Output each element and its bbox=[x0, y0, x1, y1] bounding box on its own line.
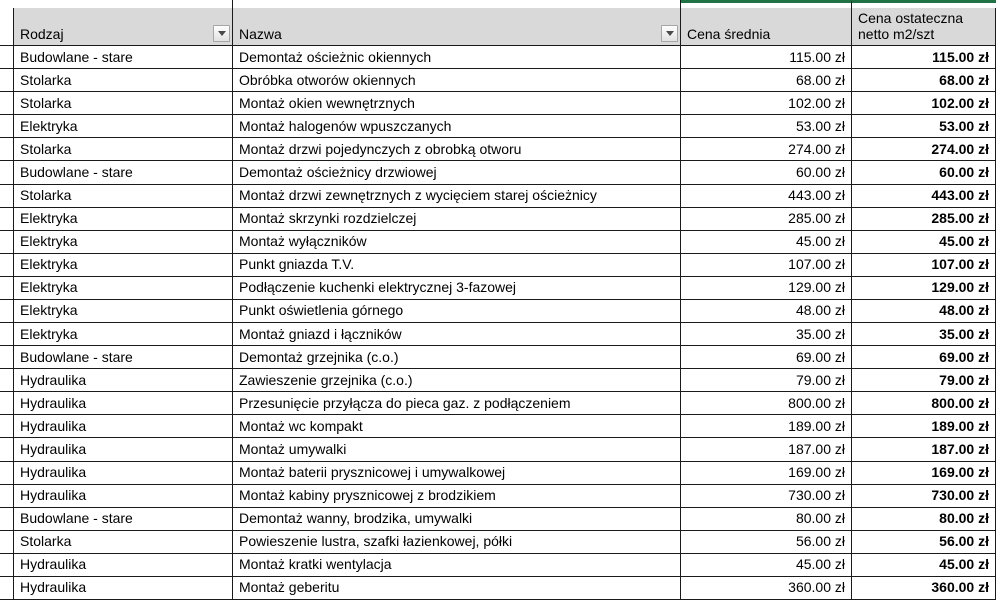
header-cell-rodzaj[interactable] bbox=[14, 8, 233, 46]
cell-text-rodzaj: Stolarka bbox=[20, 140, 72, 157]
row-stub-cell[interactable] bbox=[0, 462, 14, 485]
cell-cena-srednia[interactable] bbox=[681, 208, 852, 231]
cell-text-cena-ostateczna: 102.00 zł bbox=[931, 94, 989, 111]
row-stub-cell[interactable] bbox=[0, 300, 14, 323]
cell-text-nazwa: Montaż drzwi pojedynczych z obrobką otworu bbox=[239, 140, 522, 157]
cell-cena-ostateczna[interactable] bbox=[852, 231, 996, 254]
cell-cena-ostateczna[interactable] bbox=[852, 300, 996, 323]
cell-text-rodzaj: Budowlane - stare bbox=[20, 48, 133, 65]
cell-nazwa[interactable] bbox=[233, 92, 681, 115]
cell-text-nazwa: Obróbka otworów okiennych bbox=[239, 71, 416, 88]
table-row bbox=[0, 208, 996, 231]
table-row bbox=[0, 485, 996, 508]
cell-text-nazwa: Montaż wyłączników bbox=[239, 233, 367, 250]
cell-cena-srednia[interactable] bbox=[681, 231, 852, 254]
cell-cena-srednia[interactable] bbox=[681, 438, 852, 461]
cell-nazwa[interactable] bbox=[233, 392, 681, 415]
cell-text-cena-srednia: 56.00 zł bbox=[795, 533, 845, 550]
cell-cena-srednia[interactable] bbox=[681, 554, 852, 577]
cell-text-cena-ostateczna: 69.00 zł bbox=[939, 348, 989, 365]
cell-text-nazwa: Montaż halogenów wpuszczanych bbox=[239, 117, 452, 134]
cell-cena-ostateczna[interactable] bbox=[852, 462, 996, 485]
cell-nazwa[interactable] bbox=[233, 185, 681, 208]
row-stub-cell[interactable] bbox=[0, 415, 14, 438]
cell-cena-srednia[interactable] bbox=[681, 531, 852, 554]
cell-text-cena-ostateczna: 189.00 zł bbox=[931, 417, 989, 434]
table-row bbox=[0, 438, 996, 461]
cell-cena-srednia[interactable] bbox=[681, 115, 852, 138]
cell-text-cena-ostateczna: 48.00 zł bbox=[939, 302, 989, 319]
cell-nazwa[interactable] bbox=[233, 462, 681, 485]
cell-cena-ostateczna[interactable] bbox=[852, 208, 996, 231]
cell-cena-ostateczna[interactable] bbox=[852, 69, 996, 92]
filter-button-rodzaj[interactable] bbox=[213, 25, 230, 42]
cell-rodzaj[interactable] bbox=[14, 392, 233, 415]
cell-rodzaj[interactable] bbox=[14, 161, 233, 184]
cell-nazwa[interactable] bbox=[233, 46, 681, 69]
cell-text-rodzaj: Elektryka bbox=[20, 256, 78, 273]
cell-text-cena-ostateczna: 68.00 zł bbox=[939, 71, 989, 88]
cell-cena-ostateczna[interactable] bbox=[852, 531, 996, 554]
cell-text-cena-ostateczna: 274.00 zł bbox=[931, 140, 989, 157]
table-row bbox=[0, 277, 996, 300]
cell-cena-ostateczna[interactable] bbox=[852, 92, 996, 115]
cell-cena-srednia[interactable] bbox=[681, 46, 852, 69]
header-cell-cena-ostateczna[interactable] bbox=[852, 8, 996, 46]
cell-text-nazwa: Montaż skrzynki rozdzielczej bbox=[239, 210, 417, 227]
cell-text-nazwa: Montaż kratki wentylacja bbox=[239, 556, 392, 573]
cell-rodzaj[interactable] bbox=[14, 369, 233, 392]
cell-nazwa[interactable] bbox=[233, 485, 681, 508]
cell-text-cena-srednia: 53.00 zł bbox=[795, 117, 845, 134]
cell-cena-ostateczna[interactable] bbox=[852, 138, 996, 161]
cell-cena-srednia[interactable] bbox=[681, 415, 852, 438]
table-row bbox=[0, 577, 996, 600]
cell-text-rodzaj: Budowlane - stare bbox=[20, 163, 133, 180]
cell-text-rodzaj: Elektryka bbox=[20, 233, 78, 250]
column-header-cena-srednia: Cena średnia bbox=[687, 26, 771, 42]
cell-text-cena-ostateczna: 56.00 zł bbox=[939, 533, 989, 550]
top-strip-stub bbox=[0, 0, 14, 8]
cell-cena-srednia[interactable] bbox=[681, 300, 852, 323]
cell-text-cena-ostateczna: 53.00 zł bbox=[939, 117, 989, 134]
cell-text-rodzaj: Stolarka bbox=[20, 533, 72, 550]
cell-text-cena-srednia: 189.00 zł bbox=[788, 417, 845, 434]
cell-cena-srednia[interactable] bbox=[681, 138, 852, 161]
cell-cena-srednia[interactable] bbox=[681, 323, 852, 346]
cell-text-nazwa: Punkt oświetlenia górnego bbox=[239, 302, 404, 319]
cell-text-nazwa: Montaż geberitu bbox=[239, 579, 340, 596]
cell-rodzaj[interactable] bbox=[14, 554, 233, 577]
cell-text-nazwa: Podłączenie kuchenki elektrycznej 3-fazowej bbox=[239, 279, 517, 296]
cell-text-rodzaj: Stolarka bbox=[20, 94, 72, 111]
cell-nazwa[interactable] bbox=[233, 508, 681, 531]
cell-text-rodzaj: Elektryka bbox=[20, 302, 78, 319]
cell-cena-ostateczna[interactable] bbox=[852, 508, 996, 531]
cell-nazwa[interactable] bbox=[233, 531, 681, 554]
cell-rodzaj[interactable] bbox=[14, 254, 233, 277]
cell-text-cena-ostateczna: 79.00 zł bbox=[939, 371, 989, 388]
cell-cena-srednia[interactable] bbox=[681, 69, 852, 92]
row-stub-cell[interactable] bbox=[0, 531, 14, 554]
cell-rodzaj[interactable] bbox=[14, 346, 233, 369]
row-stub-cell[interactable] bbox=[0, 231, 14, 254]
cell-cena-ostateczna[interactable] bbox=[852, 323, 996, 346]
cell-rodzaj[interactable] bbox=[14, 92, 233, 115]
cell-text-cena-srednia: 45.00 zł bbox=[795, 233, 845, 250]
cell-text-cena-srednia: 60.00 zł bbox=[795, 163, 845, 180]
table-row bbox=[0, 508, 996, 531]
cell-rodzaj[interactable] bbox=[14, 462, 233, 485]
row-stub-cell[interactable] bbox=[0, 138, 14, 161]
cell-text-cena-ostateczna: 45.00 zł bbox=[939, 556, 989, 573]
cell-cena-ostateczna[interactable] bbox=[852, 254, 996, 277]
cell-nazwa[interactable] bbox=[233, 346, 681, 369]
cell-rodzaj[interactable] bbox=[14, 69, 233, 92]
row-stub-cell[interactable] bbox=[0, 392, 14, 415]
table-row bbox=[0, 138, 996, 161]
cell-rodzaj[interactable] bbox=[14, 531, 233, 554]
cell-cena-srednia[interactable] bbox=[681, 185, 852, 208]
cell-rodzaj[interactable] bbox=[14, 300, 233, 323]
top-strip-cena-srednia bbox=[681, 0, 852, 8]
cell-text-rodzaj: Hydraulika bbox=[20, 417, 87, 434]
cell-cena-srednia[interactable] bbox=[681, 254, 852, 277]
cell-text-cena-srednia: 115.00 zł bbox=[789, 48, 845, 65]
cell-text-nazwa: Demontaż wanny, brodzika, umywalki bbox=[239, 510, 473, 527]
table-row bbox=[0, 185, 996, 208]
cell-nazwa[interactable] bbox=[233, 577, 681, 600]
cell-cena-srednia[interactable] bbox=[681, 462, 852, 485]
table-row bbox=[0, 554, 996, 577]
cell-rodzaj[interactable] bbox=[14, 577, 233, 600]
cell-text-cena-srednia: 169.00 zł bbox=[788, 464, 845, 481]
cell-text-nazwa: Montaż okien wewnętrznych bbox=[239, 94, 415, 111]
row-stub-cell[interactable] bbox=[0, 115, 14, 138]
top-strip-nazwa bbox=[233, 0, 681, 8]
table-body bbox=[0, 46, 996, 600]
cell-text-nazwa: Demontaż ościeżnicy drzwiowej bbox=[239, 163, 437, 180]
column-header-rodzaj: Rodzaj bbox=[20, 26, 64, 42]
cell-rodzaj[interactable] bbox=[14, 415, 233, 438]
cell-text-nazwa: Montaż gniazd i łączników bbox=[239, 325, 402, 342]
cell-text-cena-srednia: 800.00 zł bbox=[788, 394, 845, 411]
cell-nazwa[interactable] bbox=[233, 323, 681, 346]
cell-text-cena-srednia: 360.00 zł bbox=[788, 579, 845, 596]
cell-text-cena-ostateczna: 285.00 zł bbox=[931, 210, 989, 227]
cell-text-nazwa: Montaż baterii prysznicowej i umywalkowej bbox=[239, 464, 506, 481]
cell-text-rodzaj: Hydraulika bbox=[20, 556, 87, 573]
cell-nazwa[interactable] bbox=[233, 277, 681, 300]
cell-nazwa[interactable] bbox=[233, 69, 681, 92]
cell-nazwa[interactable] bbox=[233, 231, 681, 254]
filter-dropdown-icon bbox=[218, 31, 226, 36]
cell-nazwa[interactable] bbox=[233, 300, 681, 323]
cell-text-nazwa: Powieszenie lustra, szafki łazienkowej, półki bbox=[239, 533, 513, 550]
header-stub-cell[interactable] bbox=[0, 8, 14, 46]
row-stub-cell[interactable] bbox=[0, 46, 14, 69]
table-row bbox=[0, 415, 996, 438]
cell-text-rodzaj: Elektryka bbox=[20, 279, 78, 296]
table-row bbox=[0, 346, 996, 369]
cell-text-cena-srednia: 102.00 zł bbox=[788, 94, 845, 111]
cell-text-cena-srednia: 35.00 zł bbox=[795, 325, 845, 342]
cell-text-nazwa: Demontaż grzejnika (c.o.) bbox=[239, 348, 399, 365]
cell-text-cena-ostateczna: 443.00 zł bbox=[931, 187, 989, 204]
cell-cena-ostateczna[interactable] bbox=[852, 392, 996, 415]
cell-rodzaj[interactable] bbox=[14, 323, 233, 346]
row-stub-cell[interactable] bbox=[0, 508, 14, 531]
cell-nazwa[interactable] bbox=[233, 254, 681, 277]
cell-cena-ostateczna[interactable] bbox=[852, 438, 996, 461]
cell-text-cena-ostateczna: 115.00 zł bbox=[932, 48, 989, 65]
table-row bbox=[0, 115, 996, 138]
cell-text-nazwa: Montaż umywalki bbox=[239, 440, 347, 457]
cell-text-nazwa: Montaż drzwi zewnętrznych z wycięciem starej ościeżnicy bbox=[239, 187, 597, 204]
row-stub-cell[interactable] bbox=[0, 254, 14, 277]
cell-text-cena-ostateczna: 35.00 zł bbox=[939, 325, 989, 342]
cell-text-nazwa: Montaż kabiny prysznicowej z brodzikiem bbox=[239, 487, 496, 504]
row-stub-cell[interactable] bbox=[0, 69, 14, 92]
row-stub-cell[interactable] bbox=[0, 277, 14, 300]
cell-text-nazwa: Zawieszenie grzejnika (c.o.) bbox=[239, 371, 413, 388]
cell-text-cena-srednia: 274.00 zł bbox=[788, 140, 845, 157]
cell-text-cena-ostateczna: 129.00 zł bbox=[931, 279, 989, 296]
cell-cena-ostateczna[interactable] bbox=[852, 115, 996, 138]
cell-text-cena-srednia: 443.00 zł bbox=[788, 187, 845, 204]
header-row bbox=[0, 8, 996, 46]
row-stub-cell[interactable] bbox=[0, 208, 14, 231]
cell-text-cena-ostateczna: 360.00 zł bbox=[931, 579, 989, 596]
cell-text-cena-srednia: 107.00 zł bbox=[788, 256, 845, 273]
row-stub-cell[interactable] bbox=[0, 185, 14, 208]
cell-text-nazwa: Demontaż ościeżnic okiennych bbox=[239, 48, 432, 65]
table-row bbox=[0, 369, 996, 392]
cell-text-cena-srednia: 129.00 zł bbox=[788, 279, 845, 296]
cell-cena-ostateczna[interactable] bbox=[852, 369, 996, 392]
table-row bbox=[0, 392, 996, 415]
cell-text-rodzaj: Hydraulika bbox=[20, 464, 87, 481]
cell-text-nazwa: Punkt gniazda T.V. bbox=[239, 256, 355, 273]
cell-cena-srednia[interactable] bbox=[681, 369, 852, 392]
cell-text-cena-srednia: 69.00 zł bbox=[795, 348, 845, 365]
top-strip-rodzaj bbox=[14, 0, 233, 8]
row-stub-cell[interactable] bbox=[0, 346, 14, 369]
cell-text-rodzaj: Budowlane - stare bbox=[20, 348, 133, 365]
cell-text-rodzaj: Elektryka bbox=[20, 325, 78, 342]
cell-cena-srednia[interactable] bbox=[681, 92, 852, 115]
row-stub-cell[interactable] bbox=[0, 323, 14, 346]
table-row bbox=[0, 531, 996, 554]
cell-text-cena-ostateczna: 45.00 zł bbox=[939, 233, 989, 250]
cell-text-rodzaj: Hydraulika bbox=[20, 394, 87, 411]
cell-cena-srednia[interactable] bbox=[681, 485, 852, 508]
cell-cena-ostateczna[interactable] bbox=[852, 277, 996, 300]
cell-nazwa[interactable] bbox=[233, 438, 681, 461]
cell-cena-ostateczna[interactable] bbox=[852, 161, 996, 184]
cell-nazwa[interactable] bbox=[233, 138, 681, 161]
cell-rodzaj[interactable] bbox=[14, 508, 233, 531]
table-row bbox=[0, 69, 996, 92]
header-cell-nazwa[interactable] bbox=[233, 8, 681, 46]
cell-rodzaj[interactable] bbox=[14, 115, 233, 138]
cell-text-cena-ostateczna: 730.00 zł bbox=[931, 487, 989, 504]
cell-rodzaj[interactable] bbox=[14, 185, 233, 208]
cell-text-cena-srednia: 45.00 zł bbox=[795, 556, 845, 573]
cell-cena-ostateczna[interactable] bbox=[852, 485, 996, 508]
row-stub-cell[interactable] bbox=[0, 438, 14, 461]
cell-text-rodzaj: Hydraulika bbox=[20, 487, 87, 504]
cell-text-rodzaj: Stolarka bbox=[20, 71, 72, 88]
row-stub-cell[interactable] bbox=[0, 369, 14, 392]
cell-cena-srednia[interactable] bbox=[681, 346, 852, 369]
cell-nazwa[interactable] bbox=[233, 554, 681, 577]
header-cell-cena-srednia[interactable] bbox=[681, 8, 852, 46]
cell-rodzaj[interactable] bbox=[14, 231, 233, 254]
cell-text-rodzaj: Hydraulika bbox=[20, 371, 87, 388]
cell-nazwa[interactable] bbox=[233, 161, 681, 184]
cell-rodzaj[interactable] bbox=[14, 277, 233, 300]
filter-button-nazwa[interactable] bbox=[661, 25, 678, 42]
cell-rodzaj[interactable] bbox=[14, 138, 233, 161]
cell-text-nazwa: Przesunięcie przyłącza do pieca gaz. z podłączeniem bbox=[239, 394, 571, 411]
cell-text-cena-ostateczna: 187.00 zł bbox=[931, 440, 989, 457]
table-row bbox=[0, 300, 996, 323]
table-row bbox=[0, 254, 996, 277]
row-stub-cell[interactable] bbox=[0, 92, 14, 115]
row-stub-cell[interactable] bbox=[0, 577, 14, 600]
cell-cena-ostateczna[interactable] bbox=[852, 577, 996, 600]
cell-text-rodzaj: Budowlane - stare bbox=[20, 510, 133, 527]
cell-cena-srednia[interactable] bbox=[681, 577, 852, 600]
cell-text-cena-ostateczna: 800.00 zł bbox=[931, 394, 989, 411]
table-row bbox=[0, 323, 996, 346]
table-row bbox=[0, 46, 996, 69]
cell-text-rodzaj: Stolarka bbox=[20, 187, 72, 204]
top-strip-cena-ostateczna bbox=[852, 0, 996, 8]
cell-text-cena-srednia: 285.00 zł bbox=[788, 210, 845, 227]
cell-rodzaj[interactable] bbox=[14, 438, 233, 461]
cell-text-nazwa: Montaż wc kompakt bbox=[239, 417, 363, 434]
table-row bbox=[0, 92, 996, 115]
cell-nazwa[interactable] bbox=[233, 369, 681, 392]
cell-text-cena-ostateczna: 80.00 zł bbox=[939, 510, 989, 527]
cell-cena-ostateczna[interactable] bbox=[852, 46, 996, 69]
table-row bbox=[0, 462, 996, 485]
cell-cena-ostateczna[interactable] bbox=[852, 346, 996, 369]
cell-cena-ostateczna[interactable] bbox=[852, 185, 996, 208]
cell-cena-srednia[interactable] bbox=[681, 392, 852, 415]
cell-cena-ostateczna[interactable] bbox=[852, 554, 996, 577]
cell-text-rodzaj: Hydraulika bbox=[20, 579, 87, 596]
cell-text-cena-ostateczna: 169.00 zł bbox=[931, 464, 989, 481]
cell-rodzaj[interactable] bbox=[14, 485, 233, 508]
row-stub-cell[interactable] bbox=[0, 161, 14, 184]
cell-text-rodzaj: Elektryka bbox=[20, 210, 78, 227]
cell-nazwa[interactable] bbox=[233, 415, 681, 438]
cell-nazwa[interactable] bbox=[233, 208, 681, 231]
cell-cena-srednia[interactable] bbox=[681, 508, 852, 531]
cell-text-cena-srednia: 48.00 zł bbox=[795, 302, 845, 319]
cell-text-cena-srednia: 68.00 zł bbox=[795, 71, 845, 88]
row-stub-cell[interactable] bbox=[0, 485, 14, 508]
row-stub-cell[interactable] bbox=[0, 554, 14, 577]
cell-nazwa[interactable] bbox=[233, 115, 681, 138]
cell-text-cena-srednia: 187.00 zł bbox=[788, 440, 845, 457]
column-header-cena-ostateczna: Cena ostateczna netto m2/szt bbox=[858, 10, 964, 42]
cell-text-cena-srednia: 80.00 zł bbox=[795, 510, 845, 527]
cell-cena-ostateczna[interactable] bbox=[852, 415, 996, 438]
filter-dropdown-icon bbox=[666, 31, 674, 36]
cell-cena-srednia[interactable] bbox=[681, 161, 852, 184]
cell-text-rodzaj: Hydraulika bbox=[20, 440, 87, 457]
column-header-nazwa: Nazwa bbox=[239, 26, 282, 42]
cell-rodzaj[interactable] bbox=[14, 208, 233, 231]
cell-text-rodzaj: Elektryka bbox=[20, 117, 78, 134]
top-partial-row bbox=[0, 0, 996, 8]
cell-text-cena-ostateczna: 60.00 zł bbox=[939, 163, 989, 180]
cell-text-cena-ostateczna: 107.00 zł bbox=[931, 256, 989, 273]
cell-text-cena-srednia: 730.00 zł bbox=[788, 487, 845, 504]
cell-cena-srednia[interactable] bbox=[681, 277, 852, 300]
table-row bbox=[0, 231, 996, 254]
cell-rodzaj[interactable] bbox=[14, 46, 233, 69]
table-row bbox=[0, 161, 996, 184]
cell-text-cena-srednia: 79.00 zł bbox=[795, 371, 845, 388]
